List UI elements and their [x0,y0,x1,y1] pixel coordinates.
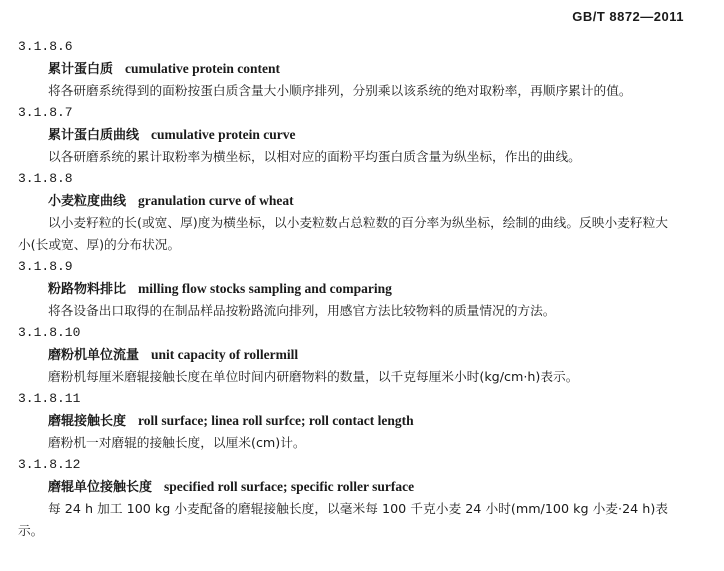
term-heading [18,410,668,432]
term-english: cumulative protein content [125,61,281,76]
term-chinese: 累计蛋白质曲线 [48,128,140,143]
term-english: unit capacity of rollermill [151,347,299,362]
term-heading [18,190,668,212]
term-heading [18,344,668,366]
term-chinese: 小麦粒度曲线 [48,194,127,209]
term-heading [18,476,668,498]
term-english: granulation curve of wheat [138,193,294,208]
term-definition: 每 24 h 加工 100 kg 小麦配备的磨辊接触长度，以毫米每 100 千克小麦 24 小时(mm/100 kg 小麦·24 h)表示。 [18,501,668,538]
clause-number: 3.1.8.9 [18,259,73,274]
term-entry-3-1-8-10 [18,322,668,388]
clause-number: 3.1.8.7 [18,105,73,120]
term-chinese: 磨辊单位接触长度 [48,480,153,495]
term-chinese: 磨辊接触长度 [48,414,127,429]
term-entry-3-1-8-9 [18,256,668,322]
term-entry-3-1-8-12 [18,454,668,542]
clause-number: 3.1.8.12 [18,457,81,472]
clause-number: 3.1.8.6 [18,39,73,54]
clause-number: 3.1.8.11 [18,391,81,406]
term-definition: 磨粉机一对磨辊的接触长度，以厘米(cm)计。 [48,435,306,450]
term-heading [18,58,668,80]
term-entry-3-1-8-8 [18,168,668,256]
term-definition: 以各研磨系统的累计取粉率为横坐标，以相对应的面粉平均蛋白质含量为纵坐标，作出的曲线。 [48,149,581,164]
term-definition: 磨粉机每厘米磨辊接触长度在单位时间内研磨物料的数量，以千克每厘米小时(kg/cm·h)表示。 [48,369,579,384]
clause-number: 3.1.8.10 [18,325,81,340]
term-english: specified roll surface; specific roller surface [164,479,415,494]
term-entry-3-1-8-6 [18,36,668,102]
term-definition: 将各研磨系统得到的面粉按蛋白质含量大小顺序排列，分别乘以该系统的绝对取粉率，再顺序累计的值。 [48,83,632,98]
term-chinese: 累计蛋白质 [48,62,114,77]
term-heading [18,278,668,300]
term-heading [18,124,668,146]
term-english: cumulative protein curve [151,127,296,142]
term-chinese: 磨粉机单位流量 [48,348,140,363]
standard-code: GB/T 8872—2011 [572,9,684,24]
term-definition: 将各设备出口取得的在制品样品按粉路流向排列，用感官方法比较物料的质量情况的方法。 [48,303,556,318]
term-definition: 以小麦籽粒的长(或宽、厚)度为横坐标，以小麦粒数占总粒数的百分率为纵坐标，绘制的曲线。反映小麦籽粒大小(长或宽、厚)的分布状况。 [18,215,668,252]
terms-list [18,36,668,542]
clause-number: 3.1.8.8 [18,171,73,186]
term-english: roll surface; linea roll surfce; roll contact length [138,413,414,428]
term-entry-3-1-8-7 [18,102,668,168]
term-entry-3-1-8-11 [18,388,668,454]
term-chinese: 粉路物料排比 [48,282,127,297]
term-english: milling flow stocks sampling and comparing [138,281,392,296]
